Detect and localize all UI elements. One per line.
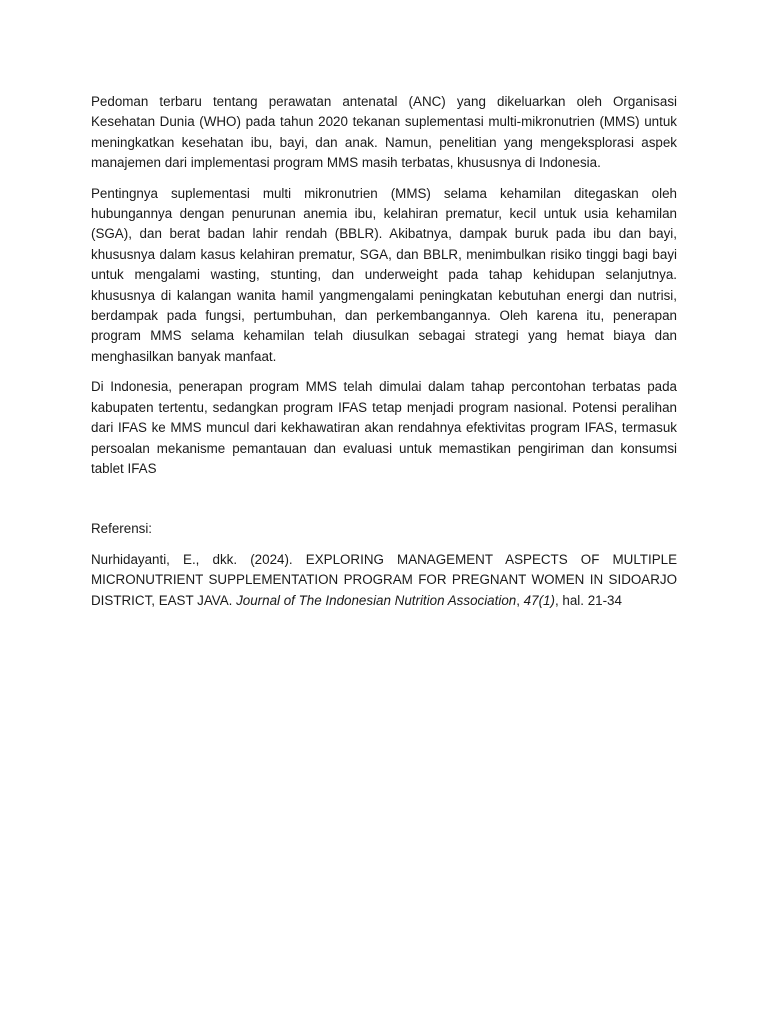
reference-separator: ,	[516, 592, 524, 608]
references-heading: Referensi:	[91, 521, 153, 537]
reference-journal: Journal of The Indonesian Nutrition Association	[236, 592, 517, 608]
reference-entry	[91, 550, 677, 611]
reference-authors-title: Nurhidayanti, E., dkk. (2024). EXPLORING MANAGEMENT ASPECTS OF MULTIPLE MICRONUTRIENT SUPPLEMENTATION PROGRAM FOR PREGNANT WOMEN IN SIDOARJO DISTRICT, EAST JAVA.	[91, 551, 677, 608]
section-spacer	[91, 489, 677, 519]
paragraph-1: Pedoman terbaru tentang perawatan antenatal (ANC) yang dikeluarkan oleh Organisasi Kesehatan Dunia (WHO) pada tahun 2020 tekanan suplementasi multi-mikronutrien (MMS) untuk meningkatkan kesehatan ibu, bayi, dan anak. Namun, penelitian yang mengeksplorasi aspek manajemen dari implementasi program MMS masih terbatas, khususnya di Indonesia.	[91, 94, 677, 171]
paragraph-2: Pentingnya suplementasi multi mikronutrien (MMS) selama kehamilan ditegaskan oleh hubungannya dengan penurunan anemia ibu, kelahiran prematur, kecil untuk usia kehamilan (SGA), dan berat badan lahir rendah (BBLR). Akibatnya, dampak buruk pada ibu dan bayi, khususnya dalam kasus kelahiran prematur, SGA, dan BBLR, menimbulkan risiko tinggi bagi bayi untuk mengalami wasting, stunting, dan underweight pada tahap kehidupan selanjutnya. khususnya di kalangan wanita hamil yangmengalami peningkatan kebutuhan energi dan nutrisi, berdampak pada fungsi, pertumbuhan, dan perkembangannya. Oleh karena itu, penerapan program MMS selama kehamilan telah diusulkan sebagai strategi yang hemat biaya dan menghasilkan banyak manfaat.	[91, 185, 677, 364]
reference-pages: , hal. 21-34	[554, 592, 622, 608]
reference-volume: 47(1)	[523, 592, 555, 608]
document-page	[91, 92, 677, 611]
paragraph-3: Di Indonesia, penerapan program MMS telah dimulai dalam tahap percontohan terbatas pada kabupaten tertentu, sedangkan program IFAS tetap menjadi program nasional. Potensi peralihan dari IFAS ke MMS muncul dari kekhawatiran akan rendahnya efektivitas program IFAS, termasuk persoalan mekanisme pemantauan dan evaluasi untuk memastikan pengiriman dan konsumsi tablet IFAS	[91, 379, 677, 476]
